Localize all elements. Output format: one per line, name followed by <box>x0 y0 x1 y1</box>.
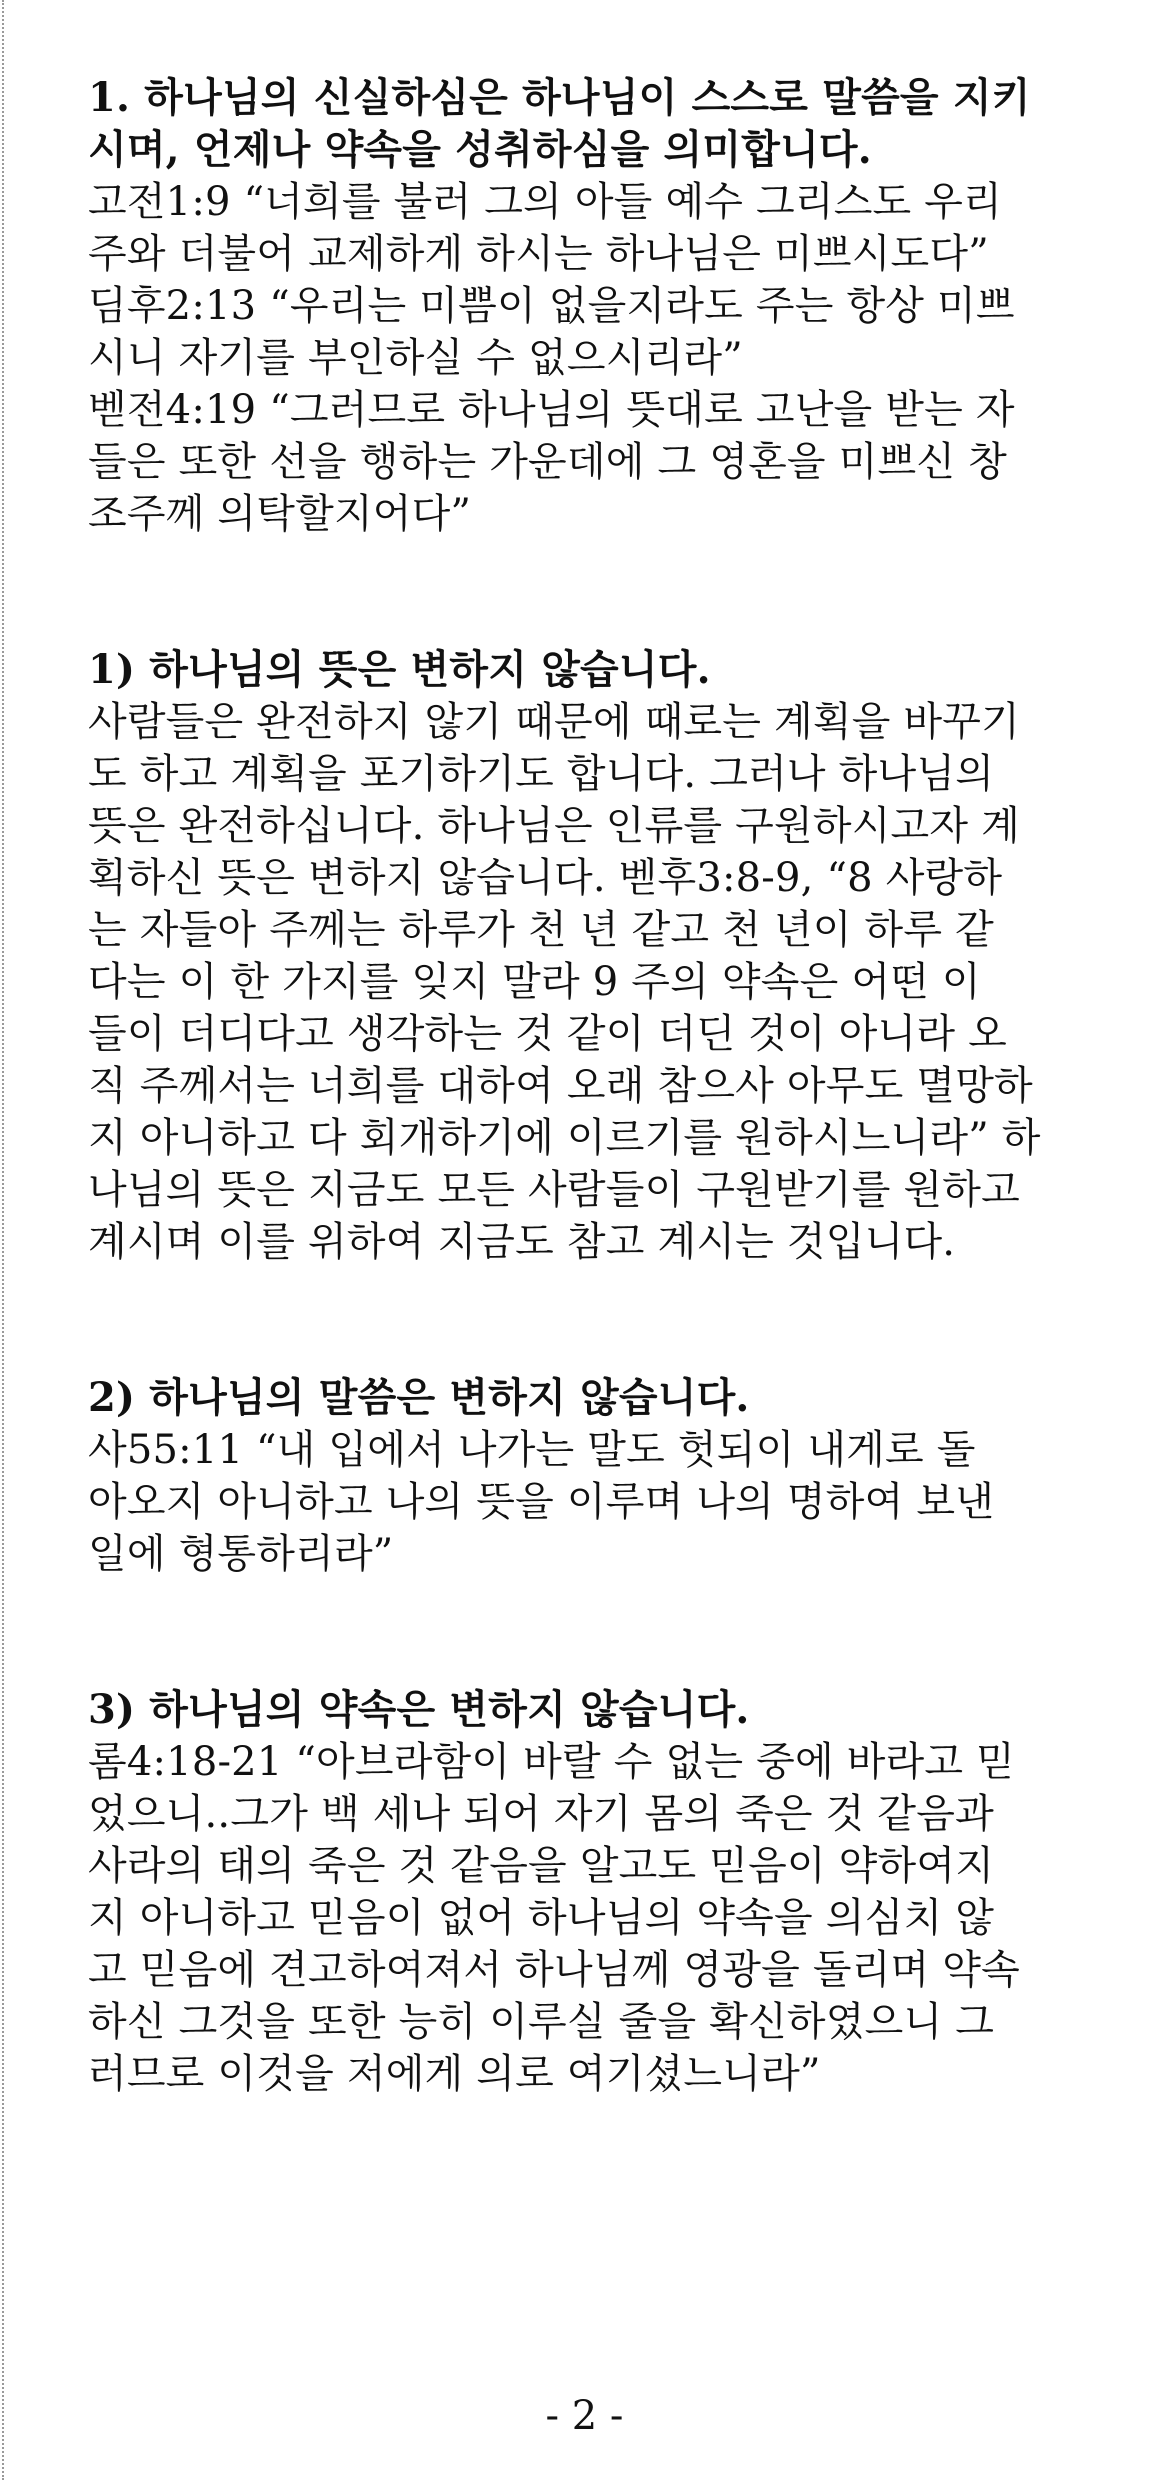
paragraph-line: 지 아니하고 믿음이 없어 하나님의 약속을 의심치 않 <box>88 1895 995 1941</box>
paragraph-line: 사55:11 “내 입에서 나가는 말도 헛되이 내게로 돌 <box>88 1427 976 1473</box>
paragraph-line: 일에 형통하리라” <box>88 1531 394 1577</box>
section-1 <box>88 644 1093 1268</box>
paragraph-line: 아오지 아니하고 나의 뜻을 이루며 나의 명하여 보낸 <box>88 1479 995 1525</box>
verse-line: 주와 더불어 교제하게 하시는 하나님은 미쁘시도다” <box>88 231 989 277</box>
paragraph-line: 고 믿음에 견고하여져서 하나님께 영광을 돌리며 약속 <box>88 1947 1020 1993</box>
paragraph-line: 는 자들아 주께는 하루가 천 년 같고 천 년이 하루 같 <box>88 907 994 953</box>
paragraph-line: 뜻은 완전하십니다. 하나님은 인류를 구원하시고자 계 <box>88 803 1020 849</box>
paragraph-line: 계시며 이를 위하여 지금도 참고 계시는 것입니다. <box>88 1219 956 1265</box>
section-1-heading: 1) 하나님의 뜻은 변하지 않습니다. <box>88 646 711 693</box>
section-3-heading: 3) 하나님의 약속은 변하지 않습니다. <box>88 1686 750 1733</box>
paragraph-line: 직 주께서는 너희를 대하여 오래 참으사 아무도 멸망하 <box>88 1063 1033 1109</box>
section-2-heading: 2) 하나님의 말씀은 변하지 않습니다. <box>88 1374 750 1421</box>
section-3 <box>88 1684 1093 2100</box>
paragraph-line: 사람들은 완전하지 않기 때문에 때로는 계획을 바꾸기 <box>88 699 1020 745</box>
paragraph-line: 롬4:18-21 “아브라함이 바랄 수 없는 중에 바라고 믿 <box>88 1739 1015 1785</box>
verse-line: 조주께 의탁할지어다” <box>88 491 472 537</box>
paragraph-line: 획하신 뜻은 변하지 않습니다. 벧후3:8-9, “8 사랑하 <box>88 855 1003 901</box>
intro-verses <box>88 176 1093 540</box>
paragraph-line: 사라의 태의 죽은 것 같음을 알고도 믿음이 약하여지 <box>88 1843 995 1889</box>
section-2 <box>88 1372 1093 1580</box>
verse-line: 딤후2:13 “우리는 미쁨이 없을지라도 주는 항상 미쁘 <box>88 283 1015 329</box>
paragraph-line: 도 하고 계획을 포기하기도 합니다. 그러나 하나님의 <box>88 751 995 797</box>
document-page <box>88 72 1093 2100</box>
verse-line: 고전1:9 “너희를 불러 그의 아들 예수 그리스도 우리 <box>88 179 1002 225</box>
section-spacer <box>88 540 1093 644</box>
paragraph-line: 하신 그것을 또한 능히 이루실 줄을 확신하였으니 그 <box>88 1999 995 2045</box>
section-spacer <box>88 1580 1093 1684</box>
main-heading <box>88 72 1093 176</box>
verse-line: 들은 또한 선을 행하는 가운데에 그 영혼을 미쁘신 창 <box>88 439 1007 485</box>
paragraph-line: 러므로 이것을 저에게 의로 여기셨느니라” <box>88 2051 821 2097</box>
section-spacer <box>88 1268 1093 1372</box>
left-margin-dotted-line <box>2 0 4 2480</box>
paragraph-line: 나님의 뜻은 지금도 모든 사람들이 구원받기를 원하고 <box>88 1167 1020 1213</box>
main-heading-line: 시며, 언제나 약속을 성취하심을 의미합니다. <box>88 126 872 173</box>
paragraph-line: 들이 더디다고 생각하는 것 같이 더딘 것이 아니라 오 <box>88 1011 1007 1057</box>
verse-line: 벧전4:19 “그러므로 하나님의 뜻대로 고난을 받는 자 <box>88 387 1015 433</box>
page-number: - 2 - <box>545 2393 624 2439</box>
verse-line: 시니 자기를 부인하실 수 없으시리라” <box>88 335 743 381</box>
paragraph-line: 지 아니하고 다 회개하기에 이르기를 원하시느니라” 하 <box>88 1115 1041 1161</box>
main-heading-line: 1. 하나님의 신실하심은 하나님이 스스로 말씀을 지키 <box>88 74 1031 121</box>
paragraph-line: 다는 이 한 가지를 잊지 말라 9 주의 약속은 어떤 이 <box>88 959 981 1005</box>
paragraph-line: 었으니..그가 백 세나 되어 자기 몸의 죽은 것 같음과 <box>88 1791 994 1837</box>
